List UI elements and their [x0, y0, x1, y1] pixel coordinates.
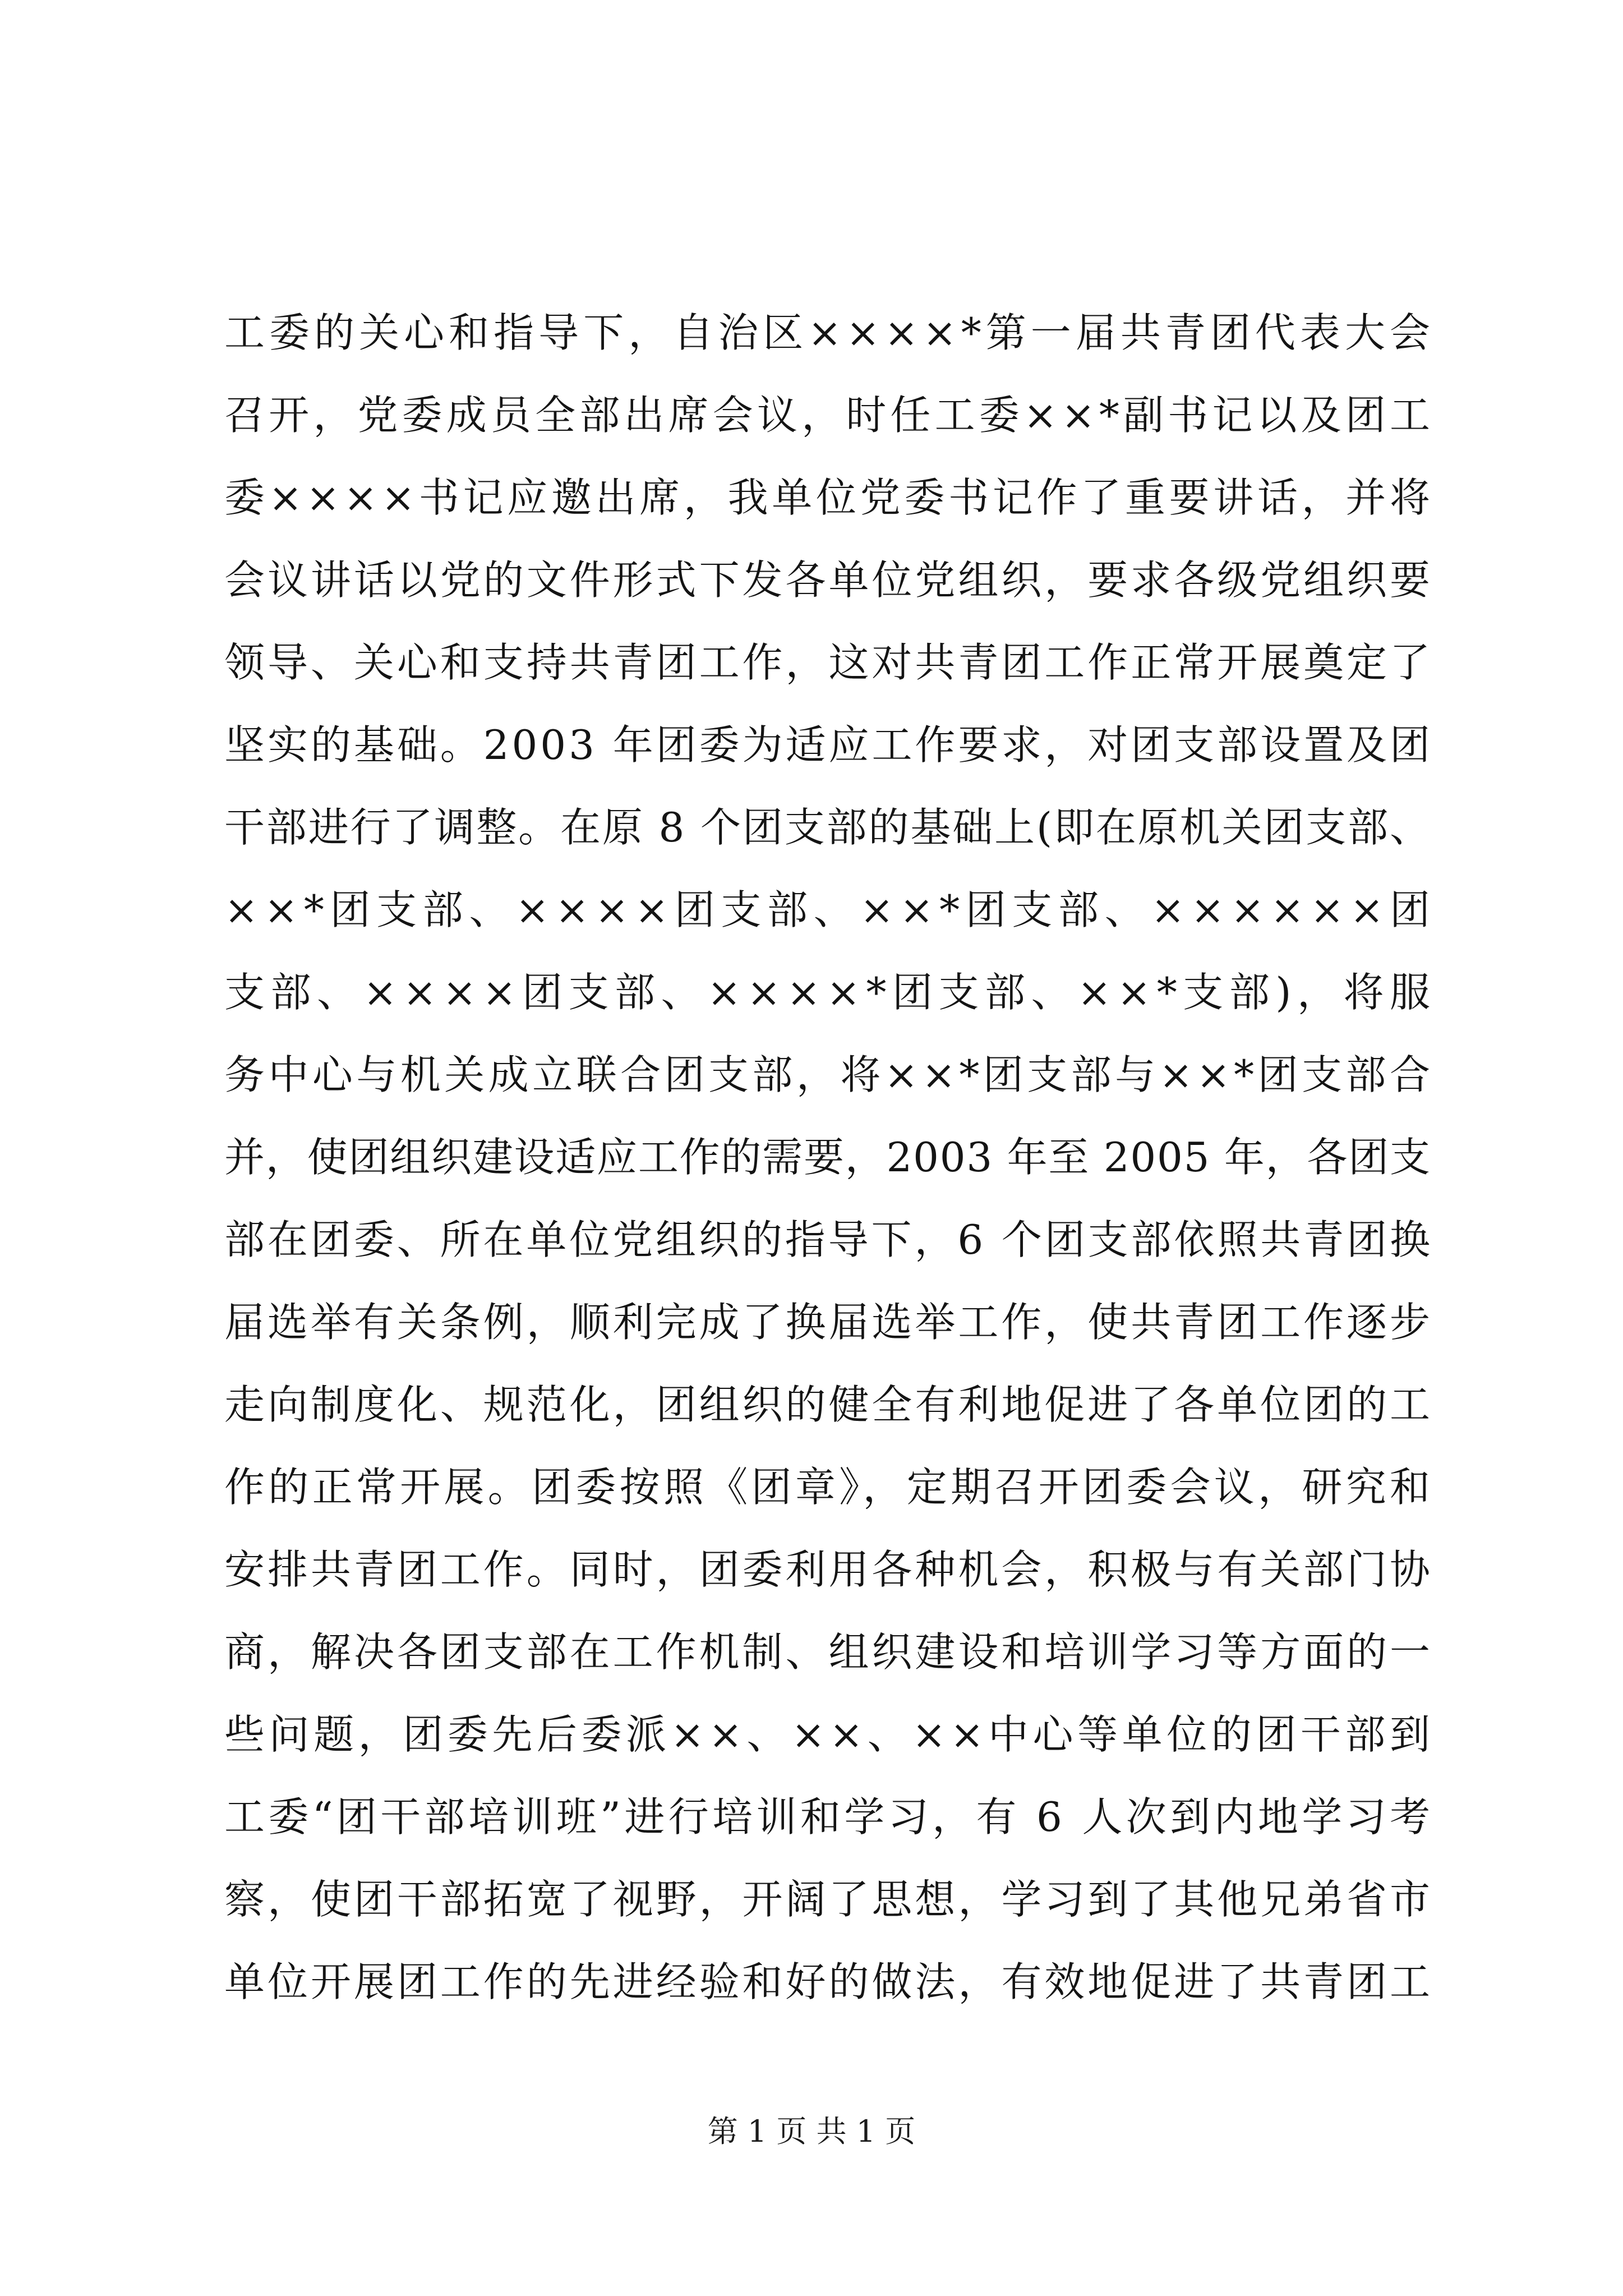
text-line: 委××××书记应邀出席，我单位党委书记作了重要讲话，并将	[224, 474, 1434, 521]
text-line: 些问题，团委先后委派××、××、××中心等单位的团干部到	[224, 1711, 1435, 1758]
text-line: 单位开展团工作的先进经验和好的做法，有效地促进了共青团工	[224, 1958, 1433, 2005]
page-footer	[0, 2112, 1623, 2151]
text-line: 召开，党委成员全部出席会议，时任工委××*副书记以及团工	[224, 392, 1435, 439]
text-line: 领导、关心和支持共青团工作，这对共青团工作正常开展奠定了	[224, 639, 1433, 686]
text-line: 察，使团干部拓宽了视野，开阔了思想，学习到了其他兄弟省市	[224, 1876, 1433, 1923]
text-line: 届选举有关条例，顺利完成了换届选举工作，使共青团工作逐步	[224, 1299, 1433, 1346]
text-line: ××*团支部、××××团支部、××*团支部、××××××团	[224, 886, 1436, 933]
page-number: 第 1 页 共 1 页	[707, 2114, 916, 2149]
text-line: 务中心与机关成立联合团支部，将××*团支部与××*团支部合	[224, 1051, 1434, 1098]
text-line: 支部、××××团支部、××××*团支部、××*支部)，将服	[224, 969, 1436, 1016]
text-line: 会议讲话以党的文件形式下发各单位党组织，要求各级党组织要	[224, 556, 1433, 604]
text-line: 作的正常开展。团委按照《团章》，定期召开团委会议，研究和	[224, 1464, 1434, 1511]
text-line: 部在团委、所在单位党组织的指导下，6 个团支部依照共青团换	[224, 1216, 1433, 1263]
text-line: 安排共青团工作。同时，团委利用各种机会，积极与有关部门协	[224, 1546, 1433, 1593]
text-line: 并，使团组织建设适应工作的需要，2003 年至 2005 年，各团支	[224, 1134, 1431, 1181]
text-line: 走向制度化、规范化，团组织的健全有利地促进了各单位团的工	[224, 1381, 1433, 1428]
text-line: 工委“团干部培训班”进行培训和学习，有 6 人次到内地学习考	[224, 1793, 1434, 1841]
text-line: 干部进行了调整。在原 8 个团支部的基础上(即在原机关团支部、	[224, 804, 1432, 851]
text-line: 商，解决各团支部在工作机制、组织建设和培训学习等方面的一	[224, 1628, 1433, 1676]
text-line: 坚实的基础。2003 年团委为适应工作要求，对团支部设置及团	[224, 721, 1433, 769]
text-line: 工委的关心和指导下，自治区××××*第一届共青团代表大会	[224, 309, 1435, 356]
body-text	[224, 292, 1436, 2023]
